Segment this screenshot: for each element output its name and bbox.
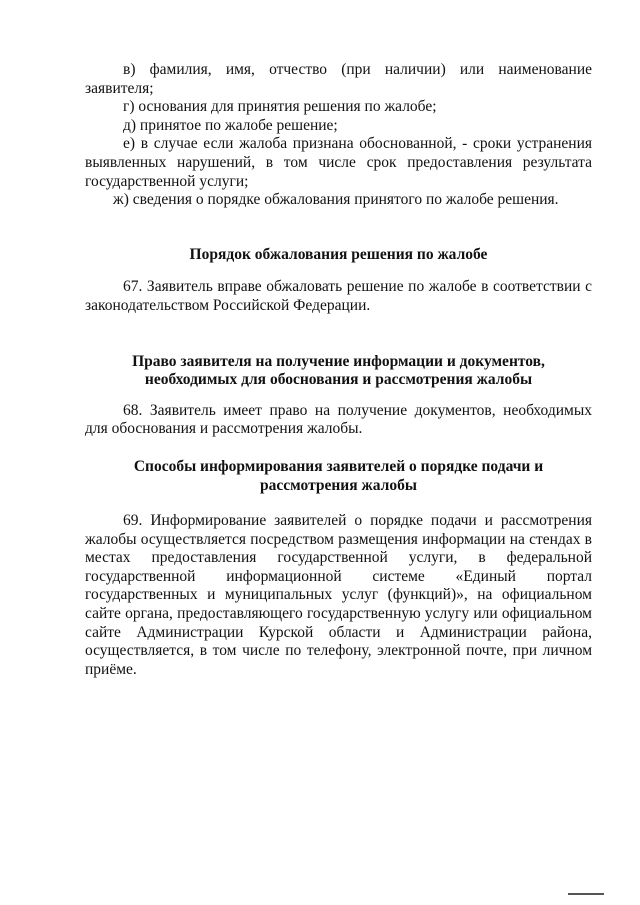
list-item-e: е) в случае если жалоба признана обоснованной, - сроки устранения выявленных нарушений, в том числе срок предоставления результата государственной услуги;	[85, 135, 592, 190]
list-item-g: г) основания для принятия решения по жалобе;	[123, 98, 437, 116]
section-heading-appeal-procedure: Порядок обжалования решения по жалобе	[189, 245, 488, 263]
list-item-v: в) фамилия, имя, отчество (при наличии) или наименование заявителя;	[85, 61, 592, 97]
paragraph-67: 67. Заявитель вправе обжаловать решение по жалобе в соответствии с законодательством Российской Федерации.	[85, 278, 592, 314]
paragraph-68: 68. Заявитель имеет право на получение документов, необходимых для обоснования и рассмотрения жалобы.	[85, 401, 592, 438]
section-heading-right-to-information: Право заявителя на получение информации и документов, необходимых для обоснования и рассмотрения жалобы	[132, 352, 545, 389]
section-heading-informing-methods: Способы информирования заявителей о порядке подачи и рассмотрения жалобы	[133, 457, 544, 494]
document-page	[85, 61, 592, 679]
list-item-zh: ж) сведения о порядке обжалования принятого по жалобе решения.	[113, 191, 559, 209]
paragraph-69: 69. Информирование заявителей о порядке подачи и рассмотрения жалобы осуществляется посредством размещения информации на стендах в местах предоставления государственной услуги, в федеральной государственной информационной системе «Единый портал государственных и муниципальных услуг (функций)», на официальном сайте органа, предоставляющего государственную услугу или официальном сайте Администрации Курской области и Администрации района, осуществляется, в том числе по телефону, электронной почте, при личном приёме.	[85, 512, 592, 678]
bottom-edge-mark	[568, 893, 604, 895]
list-item-d: д) принятое по жалобе решение;	[123, 116, 338, 134]
